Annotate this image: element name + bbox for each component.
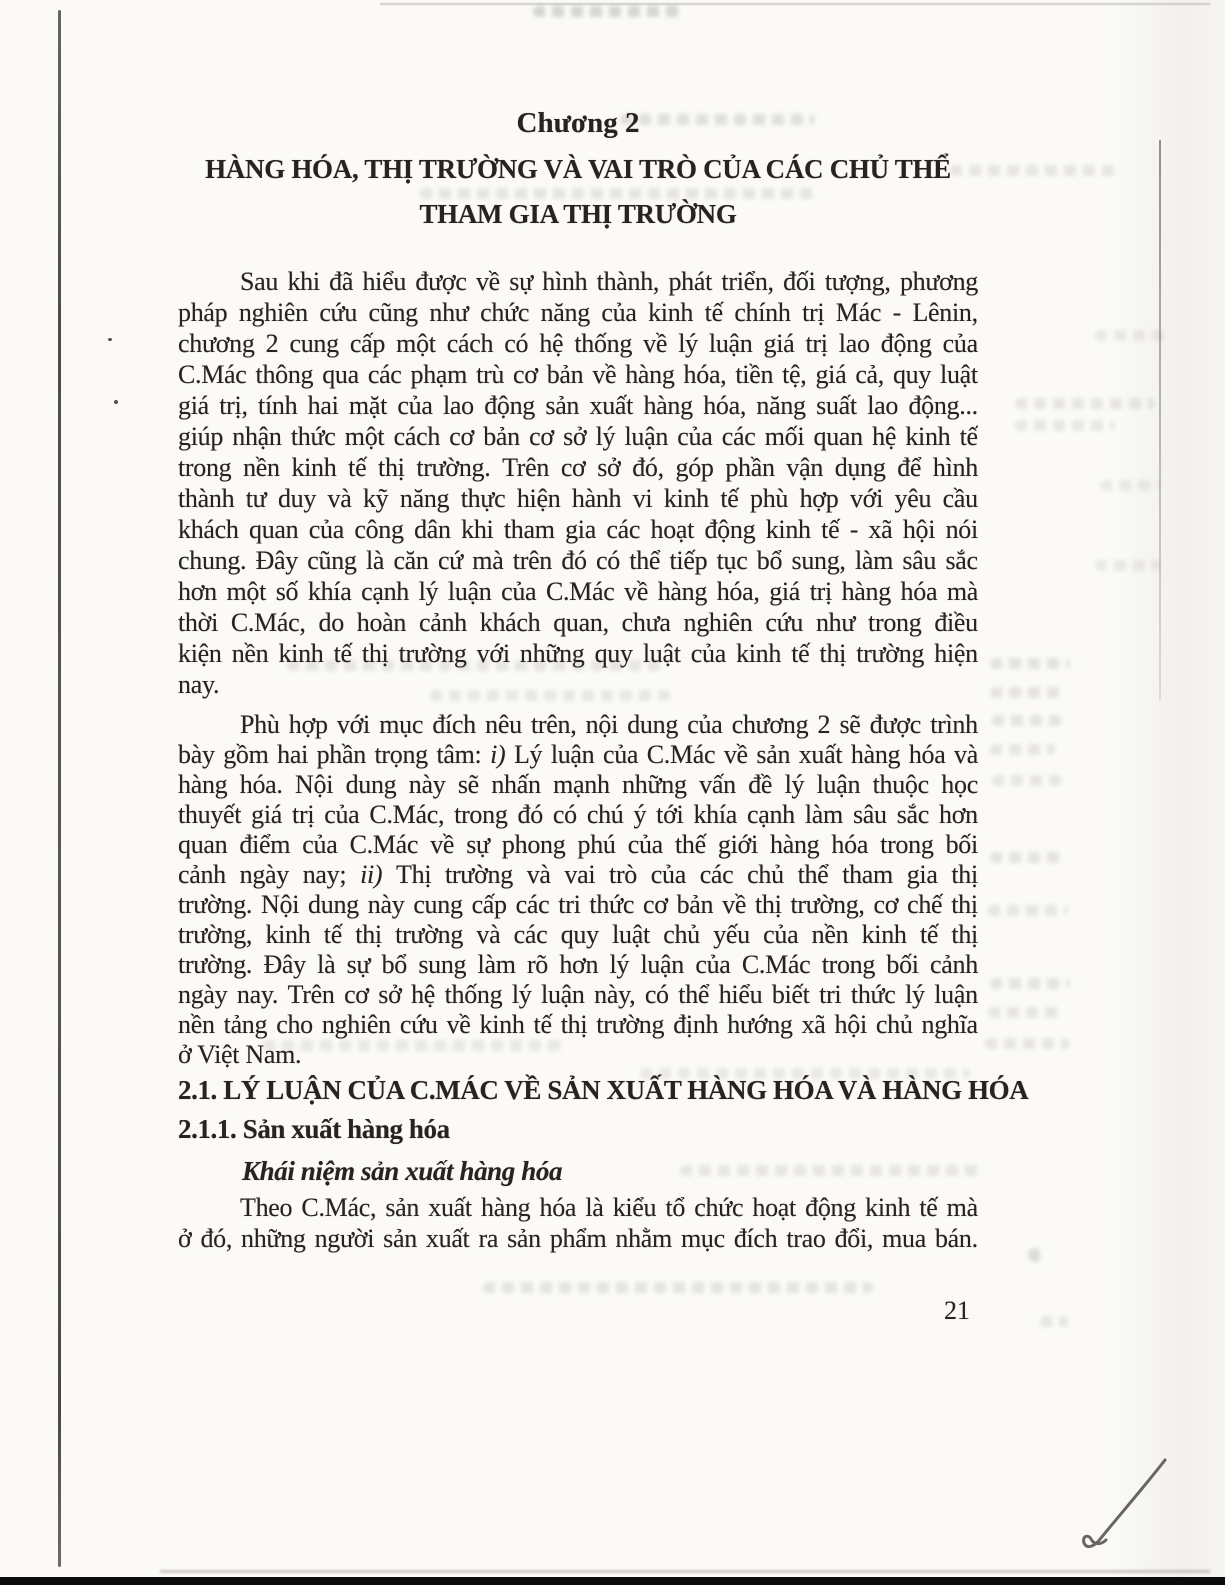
text-line: ở Việt Nam. [178, 1040, 302, 1069]
text-line: chương 2 cung cấp một cách có hệ thống về lý luận giá trị lao động của [178, 329, 978, 358]
scan-edge-bar-bottom [0, 1577, 1225, 1585]
bleed-through-artifact [533, 6, 683, 17]
bleed-through-artifact [990, 744, 1055, 755]
text-line: thành tư duy và kỹ năng thực hiện hành vi kinh tế phù hợp với yêu cầu [178, 484, 978, 513]
bleed-through-artifact [990, 852, 1065, 863]
pen-checkmark [1055, 1438, 1185, 1563]
bleed-through-artifact [990, 687, 1060, 698]
bleed-through-artifact [1095, 560, 1160, 571]
bleed-through-artifact [992, 715, 1062, 726]
bleed-through-artifact [483, 1282, 873, 1293]
text-line: thời C.Mác, do hoàn cảnh khách quan, chưa nghiên cứu như trong điều [178, 608, 978, 637]
text-line: ngày nay. Trên cơ sở hệ thống lý luận này, có thể hiểu biết tri thức lý luận [178, 980, 978, 1009]
text-line: giá trị, tính hai mặt của lao động sản xuất hàng hóa, năng suất lao động... [178, 391, 978, 420]
text-line: kiện nền kinh tế thị trường với những quy luật của kinh tế thị trường hiện [178, 639, 978, 668]
bleed-through-artifact [988, 1007, 1063, 1018]
bleed-through-artifact [1100, 480, 1160, 491]
text-line: khách quan của công dân khi tham gia các hoạt động kinh tế - xã hội nói [178, 515, 978, 544]
bleed-through-artifact [988, 905, 1068, 916]
section-heading-2-1-1: 2.1.1. Sản xuất hàng hóa [178, 1114, 450, 1144]
bleed-through-artifact [1028, 1248, 1042, 1262]
scan-edge-line-top [380, 3, 1210, 5]
text-line: trường, kinh tế thị trường và các quy luật chủ yếu của nền kinh tế thị [178, 920, 978, 949]
text-line: trường. Nội dung này cung cấp các tri thức cơ bản về thị trường, cơ chế thị [178, 890, 978, 919]
text-line: hàng hóa. Nội dung này sẽ nhấn mạnh những vấn đề lý luận thuộc học [178, 770, 978, 799]
bleed-through-artifact [985, 1038, 1070, 1049]
text-line: quan điểm của C.Mác về sự phong phú của thế giới hàng hóa trong bối [178, 830, 978, 859]
page-number: 21 [944, 1296, 970, 1325]
text-line: bày gồm hai phần trọng tâm: i) Lý luận của C.Mác về sản xuất hàng hóa và [178, 740, 978, 769]
bleed-through-artifact [990, 978, 1070, 989]
section-heading-2-1: 2.1. LÝ LUẬN CỦA C.MÁC VỀ SẢN XUẤT HÀNG HÓA VÀ HÀNG HÓA [178, 1075, 1029, 1105]
paragraph-intro-2 [178, 710, 978, 1070]
bleed-through-artifact [1015, 398, 1155, 409]
text-line: thuyết giá trị của C.Mác, trong đó có chú ý tới khía cạnh làm sâu sắc hơn [178, 800, 978, 829]
text-line: chung. Đây cũng là căn cứ mà trên đó có thể tiếp tục bổ sung, làm sâu sắc [178, 546, 978, 575]
subheading-khai-niem: Khái niệm sản xuất hàng hóa [242, 1156, 563, 1186]
text-line: Sau khi đã hiểu được về sự hình thành, phát triển, đối tượng, phương [240, 267, 978, 296]
text-line: ở đó, những người sản xuất ra sản phẩm nhằm mục đích trao đổi, mua bán. [178, 1224, 978, 1253]
text-line: hơn một số khía cạnh lý luận của C.Mác về hàng hóa, giá trị hàng hóa mà [178, 577, 978, 606]
text-line: Phù hợp với mục đích nêu trên, nội dung của chương 2 sẽ được trình [240, 710, 978, 739]
ink-speck [108, 338, 112, 341]
text-line: giúp nhận thức một cách cơ bản cơ sở lý luận của các mối quan hệ kinh tế [178, 422, 978, 451]
bleed-through-artifact [1095, 330, 1165, 341]
bleed-through-artifact [1040, 1316, 1068, 1327]
chapter-title-line-1: HÀNG HÓA, THỊ TRƯỜNG VÀ VAI TRÒ CỦA CÁC CHỦ THỂ [205, 154, 951, 184]
text-line: cảnh ngày nay; ii) Thị trường và vai trò của các chủ thể tham gia thị [178, 860, 978, 889]
ink-speck [114, 400, 118, 404]
bleed-through-artifact [990, 658, 1070, 669]
bleed-through-artifact [680, 1165, 980, 1176]
scan-smear-bottom [160, 1570, 1210, 1573]
scan-crease-line [1159, 140, 1161, 700]
text-line: pháp nghiên cứu cũng như chức năng của kinh tế chính trị Mác - Lênin, [178, 298, 978, 327]
paragraph-body-1 [178, 1192, 978, 1254]
text-line: Theo C.Mác, sản xuất hàng hóa là kiểu tổ chức hoạt động kinh tế mà [240, 1193, 978, 1222]
text-line: nay. [178, 670, 220, 699]
bleed-through-artifact [1015, 420, 1115, 431]
chapter-title-line-2: THAM GIA THỊ TRƯỜNG [419, 199, 737, 229]
text-line: nền tảng cho nghiên cứu về kinh tế thị trường định hướng xã hội chủ nghĩa [178, 1010, 978, 1039]
paragraph-intro-1 [178, 266, 978, 700]
bleed-through-artifact [992, 775, 1062, 786]
scan-shadow-right [1115, 0, 1225, 1577]
chapter-label: Chương 2 [516, 107, 640, 139]
text-line: C.Mác thông qua các phạm trù cơ bản về hàng hóa, tiền tệ, giá cả, quy luật [178, 360, 978, 389]
scan-edge-line-left [58, 10, 61, 1567]
text-line: trường. Đây là sự bổ sung làm rõ hơn lý luận của C.Mác trong bối cảnh [178, 950, 978, 979]
text-line: trong nền kinh tế thị trường. Trên cơ sở đó, góp phần vận dụng để hình [178, 453, 978, 482]
